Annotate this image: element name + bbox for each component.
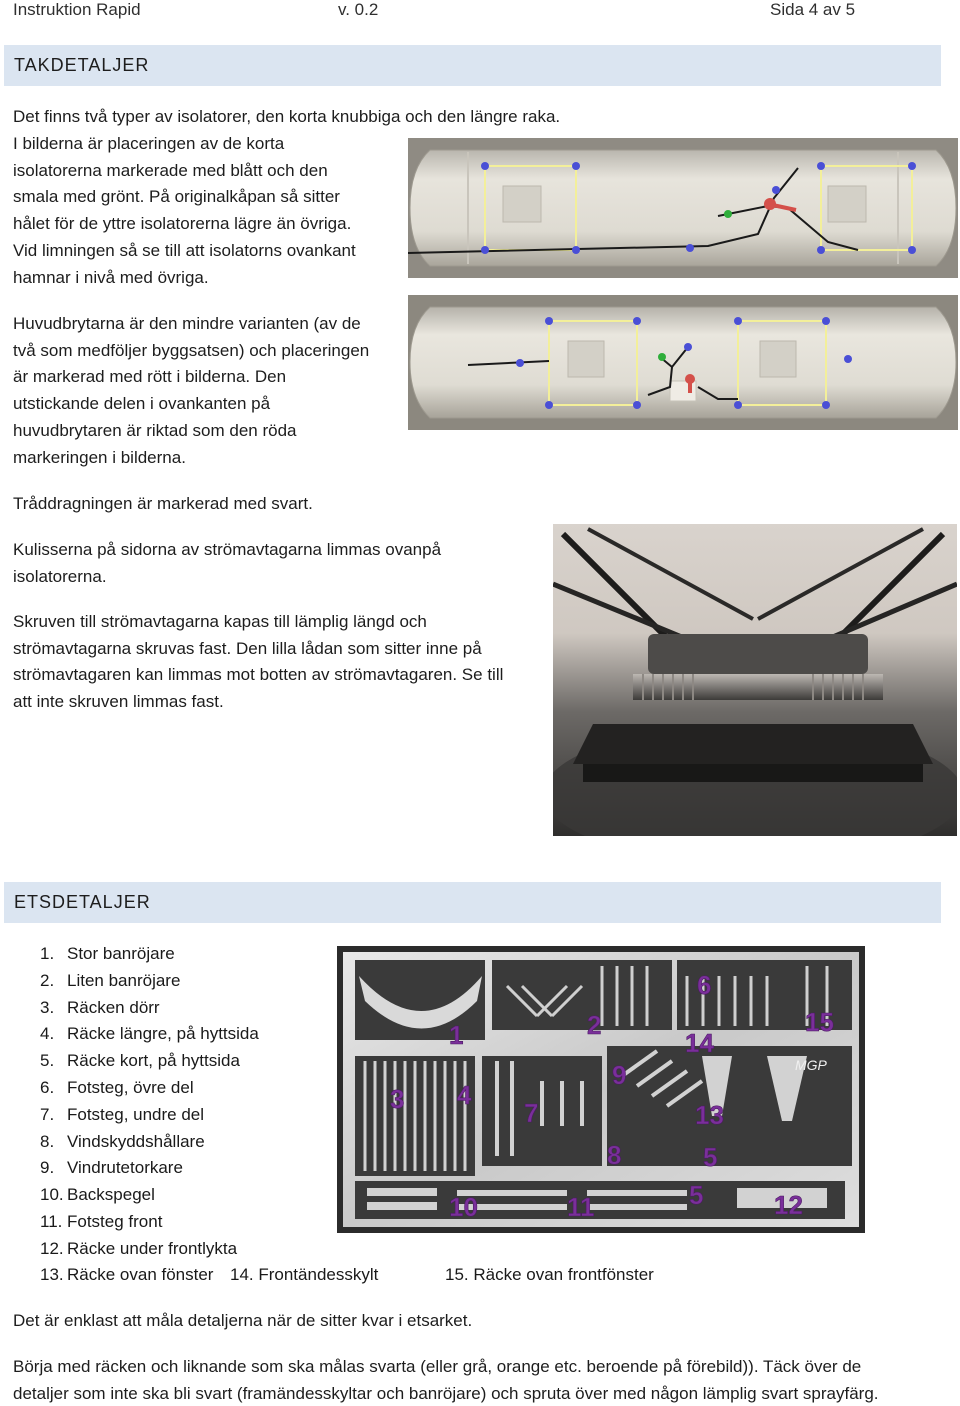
etch-number-7: 7 [524, 1098, 539, 1128]
text-line: huvudbrytaren är riktad som den röda [13, 420, 297, 440]
etch-number-14: 14 [685, 1028, 714, 1058]
list-item: 15. Räcke ovan frontfönster [445, 1265, 654, 1284]
etch-number-12: 12 [774, 1190, 803, 1220]
text-line: hamnar i nivå med övriga. [13, 267, 209, 287]
list-item [40, 1155, 259, 1182]
item-number: 4. [40, 1024, 55, 1044]
list-item: 14. Frontändesskylt [230, 1265, 379, 1284]
etch-number-3: 3 [390, 1084, 405, 1114]
text-line: isolatorerna markerade med blått och den [13, 160, 328, 180]
text-line: två som medföljer byggsatsen) och placeringen [13, 340, 370, 360]
text-line: Skruven till strömavtagarna kapas till lämplig längd och [13, 612, 427, 631]
text-line: strömavtagarna skruvas fast. Den lilla lådan som sitter inne på [13, 638, 482, 658]
list-item [40, 941, 259, 968]
item-number: 2. [40, 970, 55, 990]
doc-title: Instruktion Rapid [13, 0, 141, 19]
item-label: Fotsteg, övre del [67, 1077, 194, 1097]
item-number: 9. [40, 1158, 55, 1178]
etch-number-11: 11 [567, 1192, 595, 1222]
text-line: Kulisserna på sidorna av strömavtagarna limmas ovanpå [13, 540, 442, 559]
list-item [40, 1209, 259, 1236]
etch-number-15: 15 [805, 1007, 834, 1037]
roof-photo-1 [408, 138, 958, 278]
etch-number-2: 2 [587, 1010, 602, 1040]
etch-number-5-second: 5 [703, 1142, 718, 1172]
roof-isolator-text [13, 131, 408, 291]
text-line: smala med grönt. På originalkåpan så sitter [13, 187, 340, 207]
text-line: isolatorerna. [13, 566, 107, 586]
pantograph-photo-drawing [553, 524, 957, 836]
text-line: I bilderna är placeringen av de korta [13, 134, 285, 153]
list-item [40, 1102, 259, 1129]
etch-number-1: 1 [449, 1020, 464, 1050]
list-item [40, 1048, 259, 1075]
list-item [40, 1129, 259, 1156]
item-label: Räcke kort, på hyttsida [67, 1051, 240, 1071]
parts-list-last-row [40, 1262, 740, 1289]
item-label: Räcken dörr [67, 997, 160, 1017]
list-item [40, 968, 259, 995]
list-item [40, 1236, 259, 1263]
text-line: att inte skruven limmas fast. [13, 692, 224, 712]
item-label: Räcke längre, på hyttsida [67, 1024, 259, 1044]
etch-number-6: 6 [697, 970, 712, 1000]
item-number: 12. [40, 1238, 64, 1258]
text-line: hålet för de yttre isolatorerna lägre än övriga. [13, 214, 352, 234]
doc-version: v. 0.2 [338, 0, 379, 19]
list-item [40, 995, 259, 1022]
roof-breaker-text [13, 311, 408, 471]
item-label: Fotsteg, undre del [67, 1104, 205, 1124]
text-line: markeringen i bilderna. [13, 447, 186, 467]
item-label: Räcke under frontlykta [67, 1238, 238, 1258]
page-number: Sida 4 av 5 [770, 0, 856, 19]
list-item [40, 1075, 259, 1102]
item-number: 3. [40, 997, 55, 1017]
text-line: är markerad med rött i bilderna. Den [13, 367, 287, 387]
pantograph-photo [553, 524, 957, 836]
roof-photo-2-drawing [408, 295, 958, 430]
list-item [40, 1182, 259, 1209]
item-number: 1. [40, 944, 55, 963]
item-number: 7. [40, 1104, 55, 1124]
item-number: 11. [40, 1211, 63, 1231]
etch-brand-mark: MGP [795, 1057, 827, 1073]
item-number: 6. [40, 1077, 55, 1097]
etch-number-4: 4 [457, 1080, 472, 1110]
list-item [40, 1262, 213, 1289]
etch-sheet-photo [337, 946, 865, 1233]
item-label: Backspegel [67, 1185, 155, 1205]
text-line: utstickande delen i ovankanten på [13, 394, 271, 414]
screw-text [13, 609, 548, 716]
list-item [40, 1021, 259, 1048]
item-label: Fotsteg front [67, 1211, 163, 1231]
text-line: strömavtagaren kan limmas mot botten av strömavtagaren. Se till [13, 665, 504, 685]
roof-intro: Det finns två typer av isolatorer, den korta knubbiga och den längre raka. [13, 107, 561, 126]
etch-sheet-drawing [337, 946, 865, 1233]
section-heading-roof: TAKDETALJER [4, 45, 941, 86]
item-label: Vindrutetorkare [67, 1158, 183, 1178]
item-number: 5. [40, 1051, 55, 1071]
etch-number-10: 10 [449, 1192, 478, 1222]
etch-number-9: 9 [612, 1060, 627, 1090]
etch-number-5: 5 [689, 1180, 704, 1210]
item-number: 10. [40, 1185, 64, 1205]
section-heading-etch: ETSDETALJER [4, 882, 941, 923]
text-line: Börja med räcken och liknande som ska målas svarta (eller grå, orange etc. beroende på förebild)). Täck över de [13, 1357, 862, 1376]
item-label: Vindskyddshållare [67, 1131, 205, 1151]
roof-photo-1-drawing [408, 138, 958, 278]
item-label: Stor banröjare [67, 944, 175, 963]
text-line: Huvudbrytarna är den mindre varianten (av de [13, 314, 361, 333]
pantograph-text [13, 537, 543, 590]
parts-list [40, 941, 259, 1263]
etch-number-13: 13 [695, 1100, 724, 1130]
item-number: 13. [40, 1265, 64, 1284]
text-line: Vid limningen så se till att isolatorns ovankant [13, 240, 356, 260]
item-label: Räcke ovan fönster [67, 1265, 214, 1284]
etch-number-8: 8 [607, 1140, 622, 1170]
etch-para-2 [13, 1354, 948, 1406]
roof-photo-2 [408, 295, 958, 430]
wiring-text: Tråddragningen är markerad med svart. [13, 494, 313, 513]
item-label: Liten banröjare [67, 970, 181, 990]
item-number: 8. [40, 1131, 55, 1151]
etch-para-1: Det är enklast att måla detaljerna när de sitter kvar i etsarket. [13, 1311, 473, 1330]
text-line: detaljer som inte ska bli svart (framändesskyltar och banröjare) och spruta över med någon lämplig svart sprayfärg. [13, 1383, 879, 1403]
